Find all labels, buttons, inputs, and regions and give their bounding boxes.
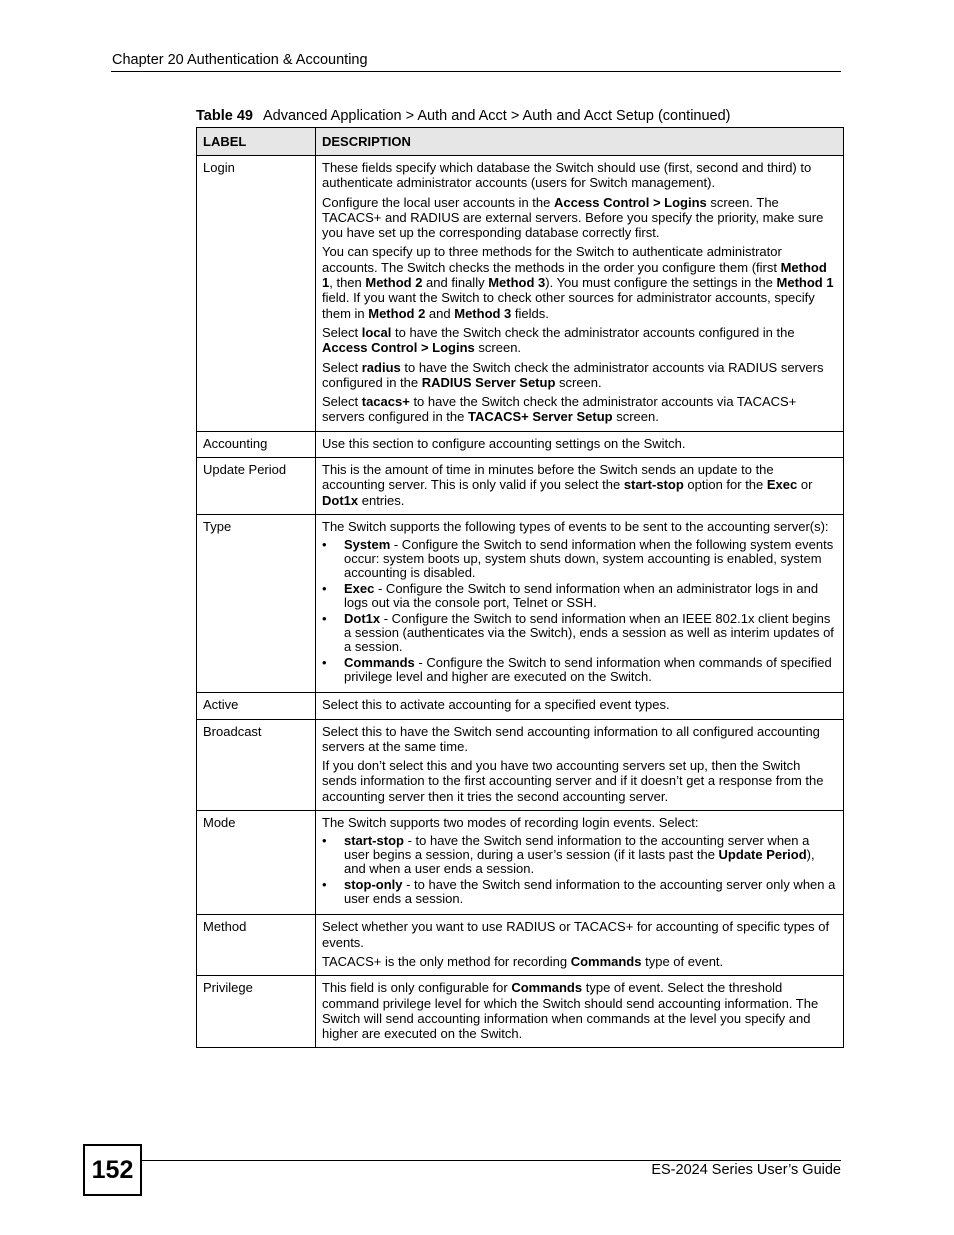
table-row	[197, 156, 844, 432]
bullet-list	[322, 538, 837, 684]
text-run: option for the	[683, 477, 767, 493]
description-paragraph	[322, 724, 837, 755]
text-run: Configure the local user accounts in the	[322, 194, 554, 210]
text-run: type of event. Select the threshold command privilege level for which the Switch should send accounting information. The Switch will send accounting information when commands at the level you specify and higher are executed on the Switch.	[322, 980, 819, 1042]
bullet-item	[322, 834, 837, 876]
table-title: Advanced Application > Auth and Acct > Auth and Acct Setup (continued)	[262, 108, 731, 124]
column-header-label: LABEL	[197, 128, 316, 156]
row-description	[316, 976, 844, 1048]
description-paragraph	[322, 919, 837, 950]
bold-term: Commands	[570, 953, 642, 969]
text-run: ), and when a user ends a session.	[344, 847, 815, 877]
bold-term: stop-only	[344, 877, 403, 893]
text-run: Use this section to configure accounting settings on the Switch.	[322, 435, 686, 451]
text-run: - Configure the Switch to send information when commands of specified privilege level and higher are executed on the Switch.	[344, 655, 832, 685]
settings-table	[196, 127, 844, 1048]
text-run: type of event.	[641, 953, 724, 969]
bold-term: tacacs+	[361, 394, 410, 410]
row-description	[316, 431, 844, 457]
row-label: Accounting	[197, 431, 316, 457]
bold-term: Access Control > Logins	[553, 194, 707, 210]
row-description	[316, 458, 844, 515]
description-paragraph	[322, 954, 837, 969]
row-description	[316, 719, 844, 810]
description-paragraph	[322, 697, 837, 712]
table-caption	[196, 108, 731, 124]
row-description	[316, 915, 844, 976]
bold-term: start-stop	[623, 477, 684, 493]
chapter-header: Chapter 20 Authentication & Accounting	[112, 52, 368, 68]
text-run: , then	[329, 275, 366, 291]
row-label: Update Period	[197, 458, 316, 515]
guide-title: ES-2024 Series User’s Guide	[651, 1162, 841, 1178]
bold-term: Access Control > Logins	[322, 340, 475, 356]
description-paragraph	[322, 195, 837, 241]
table-row	[197, 693, 844, 719]
row-label: Method	[197, 915, 316, 976]
text-run: screen. The TACACS+ and RADIUS are external servers. Before you specify the priority, make sure you have set up the corresponding database correctly first.	[322, 194, 824, 241]
bold-term: Update Period	[718, 847, 807, 863]
table-number: Table 49	[196, 108, 253, 124]
text-run: If you don’t select this and you have two accounting servers set up, then the Switch sends information to the first accounting server and if it doesn’t get a response from the accounting server then it tries the second accounting server.	[322, 758, 824, 804]
description-paragraph	[322, 815, 837, 830]
table-header-row	[197, 128, 844, 156]
table-row	[197, 514, 844, 692]
text-run: This field is only configurable for	[322, 980, 512, 996]
text-run: Select	[322, 324, 362, 340]
text-run: screen.	[555, 374, 602, 390]
text-run: to have the Switch check the administrator accounts via TACACS+ servers configured in the	[322, 394, 797, 425]
bullet-item	[322, 582, 837, 610]
text-run: Select	[322, 359, 362, 375]
text-run: to have the Switch check the administrator accounts via RADIUS servers configured in the	[322, 359, 824, 390]
description-paragraph	[322, 980, 837, 1041]
text-run: Select this to activate accounting for a specified event types.	[322, 697, 670, 713]
bold-term: local	[361, 324, 392, 340]
text-run: fields.	[511, 305, 549, 321]
text-run: or	[797, 477, 813, 493]
text-run: You can specify up to three methods for the Switch to authenticate administrator accounts. The Switch checks the methods in the order you configure them (first	[322, 244, 782, 275]
row-description	[316, 156, 844, 432]
description-paragraph	[322, 436, 837, 451]
text-run: ). You must configure the settings in the	[545, 275, 777, 291]
bold-term: Method 1	[776, 275, 834, 291]
table-body	[197, 156, 844, 1048]
bold-term: radius	[361, 359, 401, 375]
bold-term: Method 1	[322, 259, 827, 291]
column-header-description: DESCRIPTION	[316, 128, 844, 156]
bullet-item	[322, 656, 837, 684]
bullet-item	[322, 612, 837, 654]
text-run: and finally	[422, 275, 489, 291]
row-label: Login	[197, 156, 316, 432]
text-run: This is the amount of time in minutes before the Switch sends an update to the accounting server. This is only valid if you select the	[322, 462, 774, 493]
footer-divider	[141, 1160, 841, 1161]
page-number: 152	[83, 1144, 142, 1196]
bold-term: RADIUS Server Setup	[421, 374, 556, 390]
bold-term: Method 2	[365, 275, 423, 291]
table-row	[197, 458, 844, 515]
bold-term: Dot1x	[344, 611, 381, 627]
description-paragraph	[322, 360, 837, 391]
table-row	[197, 811, 844, 915]
bullet-list	[322, 834, 837, 906]
table-row	[197, 431, 844, 457]
table-row	[197, 719, 844, 810]
row-label: Mode	[197, 811, 316, 915]
row-label: Active	[197, 693, 316, 719]
text-run: - Configure the Switch to send information when an IEEE 802.1x client begins a session (authenticates via the Switch), ends a session as well as interim updates of a session.	[344, 611, 834, 655]
bold-term: Method 2	[368, 305, 426, 321]
bold-term: Dot1x	[322, 492, 359, 508]
row-description	[316, 811, 844, 915]
row-label: Privilege	[197, 976, 316, 1048]
bold-term: Exec	[766, 477, 798, 493]
text-run: screen.	[612, 409, 659, 425]
description-paragraph	[322, 462, 837, 508]
bold-term: TACACS+ Server Setup	[467, 409, 613, 425]
bold-term: Method 3	[454, 305, 512, 321]
bold-term: Commands	[511, 980, 583, 996]
text-run: TACACS+ is the only method for recording	[322, 953, 571, 969]
text-run: Select this to have the Switch send accounting information to all configured accounting servers at the same time.	[322, 723, 820, 754]
bold-term: Exec	[344, 581, 375, 597]
row-description	[316, 514, 844, 692]
bold-term: Method 3	[488, 275, 546, 291]
text-run: - Configure the Switch to send information when the following system events occur: system boots up, system shuts down, system accounting is enabled, system accounting is disabled.	[344, 537, 834, 581]
text-run: to have the Switch check the administrator accounts configured in the	[391, 324, 795, 340]
table-row	[197, 915, 844, 976]
text-run: The Switch supports two modes of recording login events. Select:	[322, 815, 699, 831]
table-row	[197, 976, 844, 1048]
text-run: field. If you want the Switch to check other sources for administrator accounts, specify them in	[322, 290, 815, 321]
text-run: The Switch supports the following types of events to be sent to the accounting server(s):	[322, 518, 829, 534]
text-run: - Configure the Switch to send information when an administrator logs in and logs out via the console port, Telnet or SSH.	[344, 581, 819, 611]
text-run: entries.	[358, 492, 405, 508]
description-paragraph	[322, 244, 837, 320]
row-label: Type	[197, 514, 316, 692]
header-divider	[111, 71, 841, 72]
text-run: - to have the Switch send information to the accounting server only when a user ends a session.	[344, 877, 836, 907]
text-run: Select whether you want to use RADIUS or TACACS+ for accounting of specific types of events.	[322, 919, 830, 950]
description-paragraph	[322, 758, 837, 804]
bold-term: Commands	[344, 655, 415, 671]
text-run: Select	[322, 394, 362, 410]
bold-term: start-stop	[344, 833, 404, 849]
description-paragraph	[322, 519, 837, 534]
bullet-item	[322, 538, 837, 580]
description-paragraph	[322, 160, 837, 191]
description-paragraph	[322, 394, 837, 425]
bullet-item	[322, 878, 837, 906]
text-run: - to have the Switch send information to the accounting server when a user begins a session, during a user’s session (if it lasts past the	[344, 833, 810, 863]
description-paragraph	[322, 325, 837, 356]
text-run: screen.	[474, 340, 522, 356]
text-run: and	[425, 305, 455, 321]
row-label: Broadcast	[197, 719, 316, 810]
text-run: These fields specify which database the Switch should use (first, second and third) to authenticate administrator accounts (users for Switch management).	[322, 160, 812, 191]
bold-term: System	[344, 537, 391, 553]
row-description	[316, 693, 844, 719]
